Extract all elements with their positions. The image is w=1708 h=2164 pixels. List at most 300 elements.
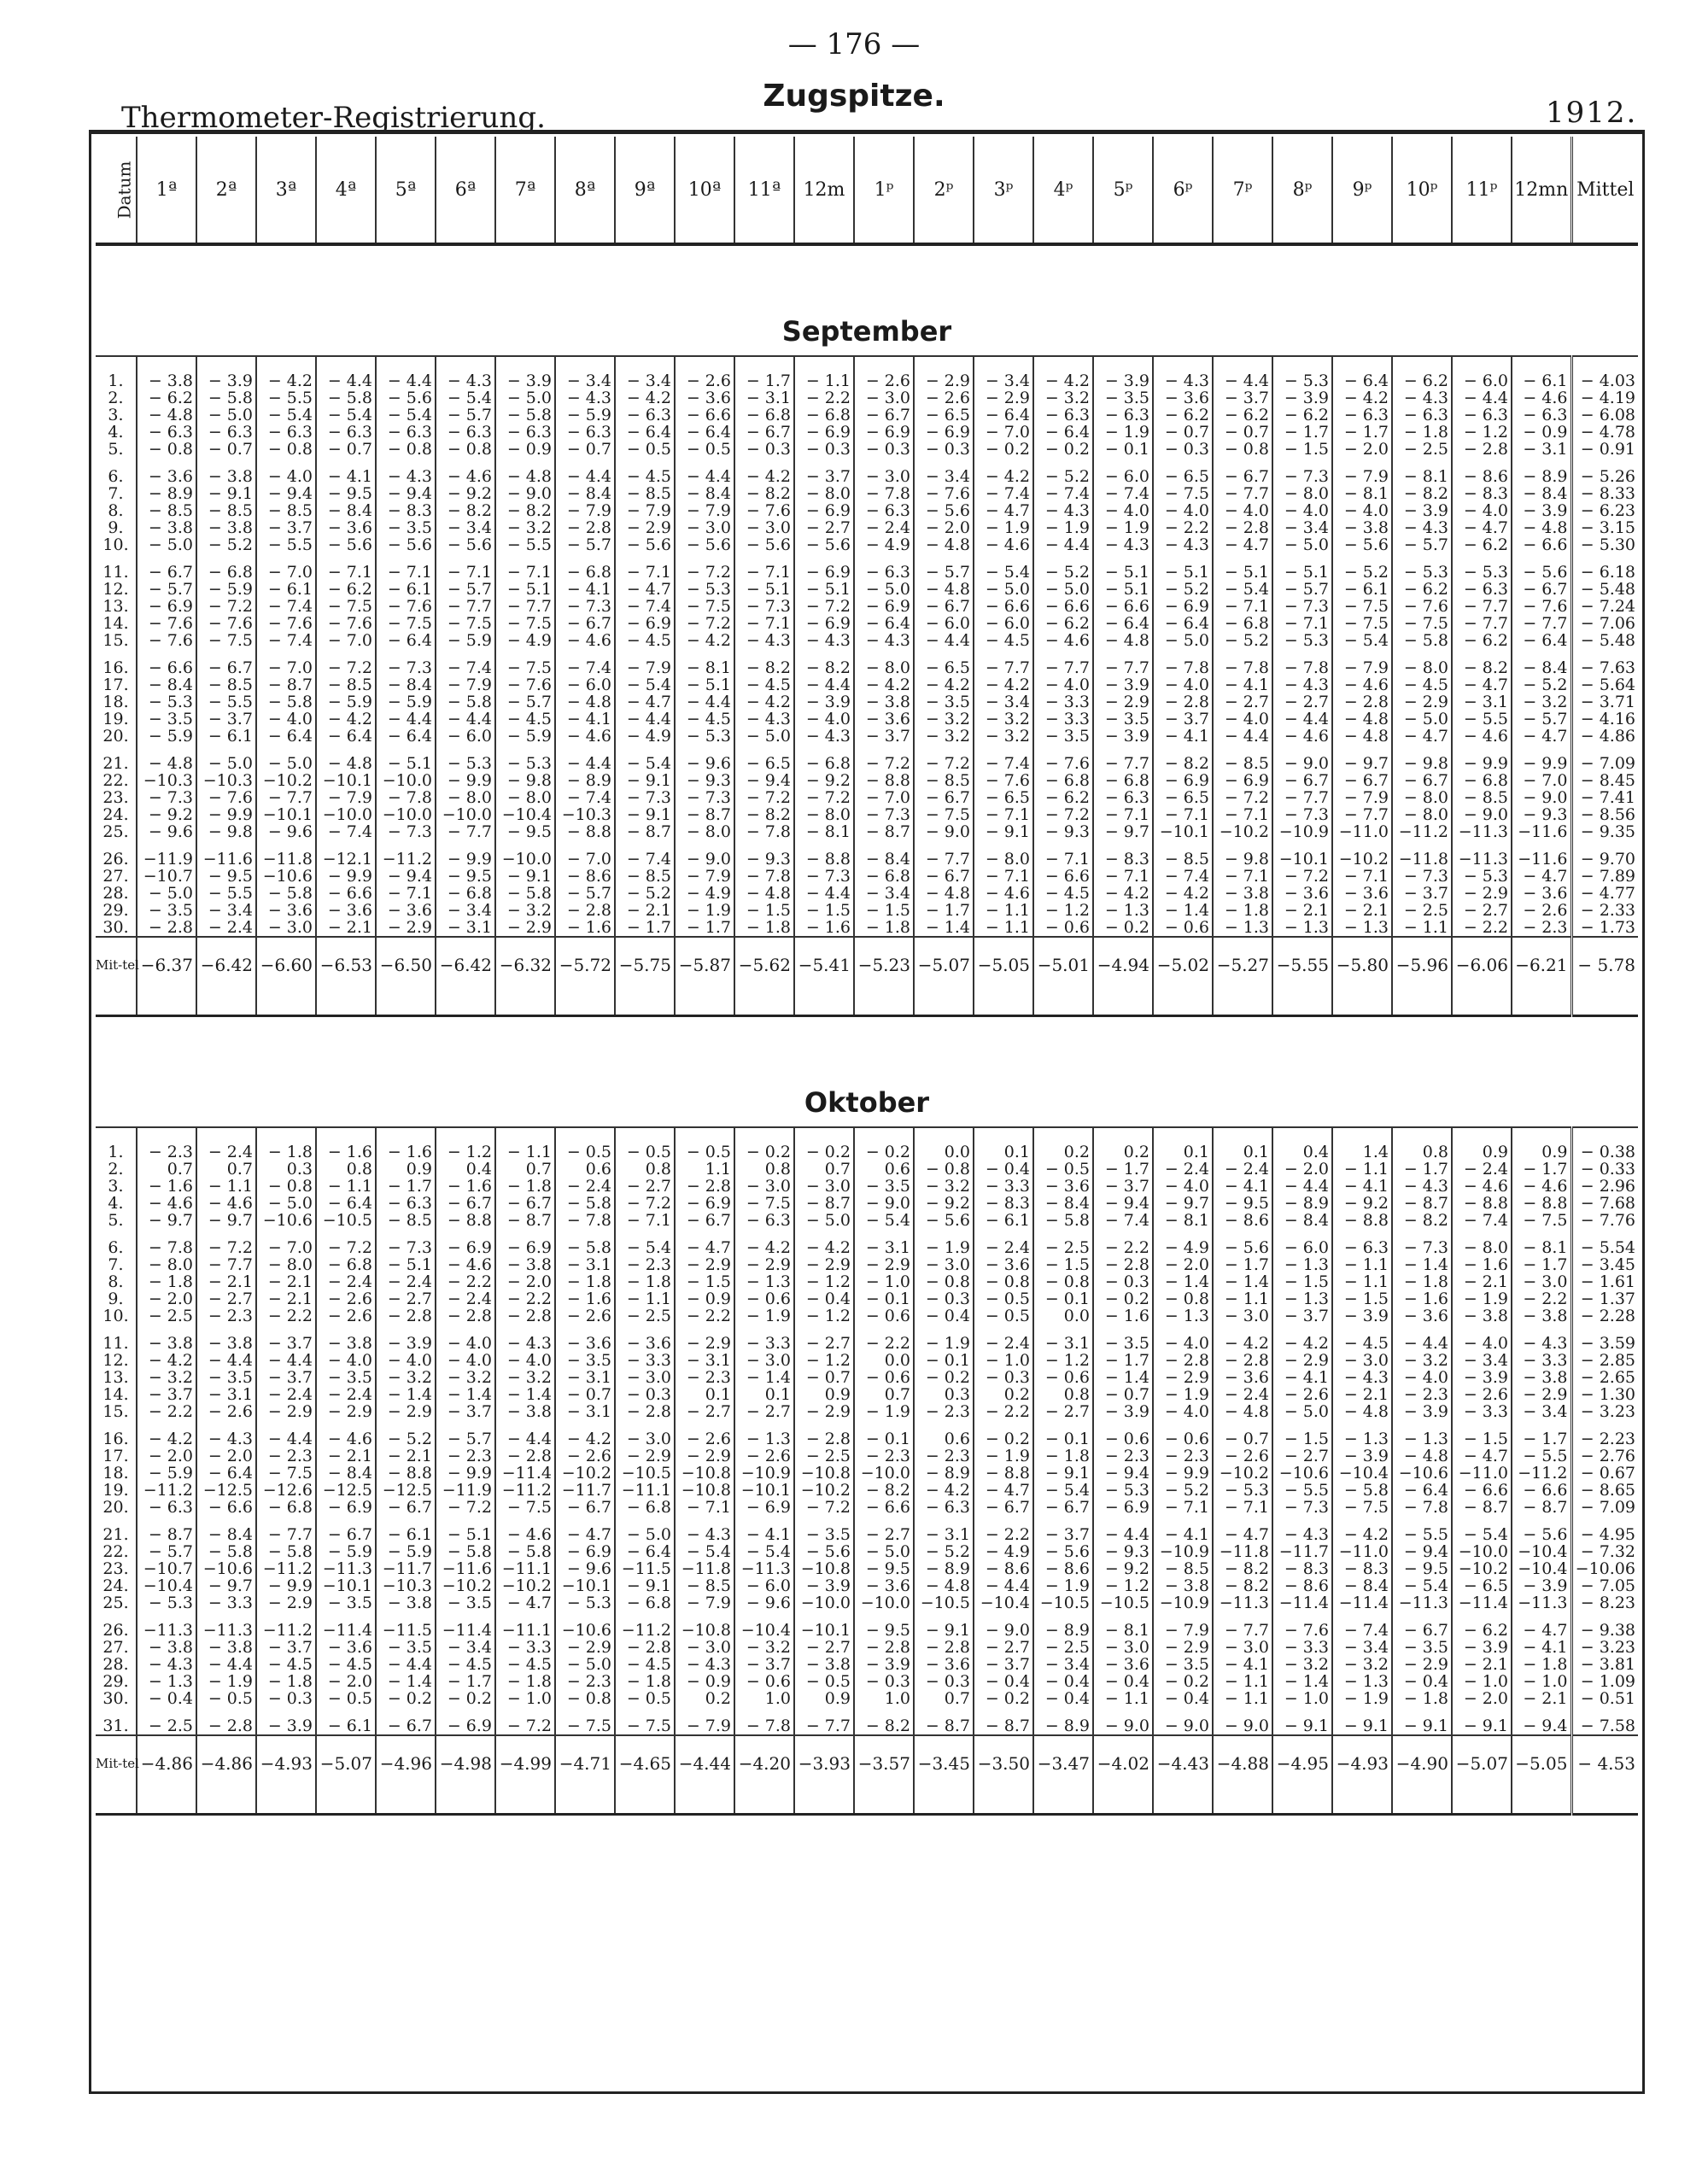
- table-row: [96, 519, 1638, 536]
- temperature-cell: − 4.3: [1392, 389, 1452, 406]
- temperature-cell: − 2.3: [914, 1448, 974, 1465]
- day-label: 9.: [108, 1289, 124, 1308]
- temperature-cell: − 6.3: [376, 1195, 436, 1212]
- temperature-cell: − 7.1: [615, 1212, 675, 1229]
- temperature-cell: − 0.9: [675, 1290, 734, 1307]
- temperature-cell: − 4.3: [794, 632, 854, 649]
- temperature-cell: − 5.8: [555, 1239, 615, 1256]
- temperature-cell: − 2.8: [794, 1430, 854, 1448]
- temperature-cell: −10.9: [1272, 823, 1332, 840]
- temperature-cell: − 4.1: [1153, 1526, 1213, 1543]
- temperature-cell: − 6.9: [675, 1195, 734, 1212]
- temperature-cell: − 7.1: [1093, 806, 1153, 823]
- temperature-cell: − 2.7: [1272, 693, 1332, 711]
- temperature-cell: − 3.8: [137, 1639, 196, 1656]
- temperature-cell: −11.6: [1512, 851, 1571, 868]
- spacer-cell: [1033, 356, 1093, 372]
- temperature-cell: − 6.8: [555, 564, 615, 581]
- temperature-cell: − 4.4: [1272, 711, 1332, 728]
- temperature-cell: 1.4: [1332, 1143, 1392, 1161]
- temperature-cell: − 1.0: [854, 1273, 914, 1290]
- section-end-cell: [1332, 1791, 1392, 1815]
- temperature-cell: − 7.9: [615, 502, 675, 519]
- temperature-cell: − 3.5: [914, 693, 974, 711]
- temperature-cell: − 8.1: [1332, 485, 1392, 502]
- temperature-cell: − 6.7: [436, 1195, 495, 1212]
- daily-mean-cell: − 5.26: [1571, 468, 1638, 485]
- temperature-cell: − 1.3: [734, 1273, 794, 1290]
- temperature-cell: − 6.4: [1392, 1482, 1452, 1499]
- temperature-cell: − 2.2: [974, 1403, 1033, 1420]
- section-end-cell: [436, 992, 495, 1016]
- temperature-cell: − 7.7: [1033, 659, 1093, 676]
- temperature-cell: − 4.2: [1153, 885, 1213, 902]
- temperature-cell: − 4.4: [1093, 1526, 1153, 1543]
- temperature-cell: − 7.3: [1272, 468, 1332, 485]
- temperature-cell: − 4.1: [1272, 1369, 1332, 1386]
- temperature-cell: − 0.2: [794, 1143, 854, 1161]
- temperature-cell: − 6.1: [196, 728, 256, 745]
- day-label: 24.: [102, 804, 129, 824]
- temperature-cell: − 5.2: [1512, 676, 1571, 693]
- temperature-cell: − 9.4: [1512, 1717, 1571, 1735]
- section-end-cell: [854, 992, 914, 1016]
- temperature-cell: −10.2: [1213, 1465, 1272, 1482]
- daily-mean-cell: − 0.51: [1571, 1690, 1638, 1707]
- temperature-cell: − 1.1: [1213, 1290, 1272, 1307]
- temperature-cell: − 7.1: [1033, 851, 1093, 868]
- temperature-cell: − 9.4: [1093, 1195, 1153, 1212]
- spacer-cell: [1332, 1127, 1392, 1143]
- table-row: [96, 789, 1638, 806]
- temperature-cell: − 7.2: [1033, 806, 1093, 823]
- section-end-cell: [675, 992, 734, 1016]
- temperature-cell: 0.9: [376, 1161, 436, 1178]
- temperature-cell: − 8.1: [1093, 1622, 1153, 1639]
- temperature-cell: − 6.7: [914, 598, 974, 615]
- table-row: [96, 676, 1638, 693]
- temperature-cell: − 6.6: [1512, 536, 1571, 553]
- temperature-cell: − 2.8: [196, 1717, 256, 1735]
- temperature-cell: −11.6: [436, 1560, 495, 1577]
- temperature-cell: − 8.8: [1512, 1195, 1571, 1212]
- temperature-cell: − 8.7: [854, 823, 914, 840]
- temperature-cell: − 8.0: [974, 851, 1033, 868]
- temperature-cell: − 6.6: [974, 598, 1033, 615]
- temperature-cell: − 5.0: [854, 581, 914, 598]
- day-label: 25.: [102, 822, 129, 841]
- temperature-cell: − 5.6: [1512, 1526, 1571, 1543]
- temperature-cell: − 2.9: [914, 372, 974, 389]
- temperature-cell: − 6.7: [316, 1526, 376, 1543]
- daily-mean-cell: − 8.23: [1571, 1594, 1638, 1611]
- temperature-cell: − 4.3: [137, 1656, 196, 1673]
- temperature-cell: − 9.7: [1093, 823, 1153, 840]
- temperature-cell: 0.7: [914, 1690, 974, 1707]
- temperature-cell: − 4.4: [376, 711, 436, 728]
- temperature-cell: − 4.2: [1332, 389, 1392, 406]
- temperature-cell: − 5.0: [615, 1526, 675, 1543]
- temperature-cell: − 9.8: [1213, 851, 1272, 868]
- temperature-cell: − 6.3: [615, 406, 675, 424]
- temperature-cell: − 6.2: [1392, 372, 1452, 389]
- temperature-cell: − 4.3: [1392, 1178, 1452, 1195]
- temperature-cell: −11.9: [436, 1482, 495, 1499]
- daily-mean-cell: − 3.59: [1571, 1335, 1638, 1352]
- temperature-cell: − 2.0: [914, 519, 974, 536]
- day-label: 19.: [102, 1480, 129, 1500]
- temperature-cell: − 3.6: [256, 902, 316, 919]
- temperature-cell: − 0.1: [1033, 1430, 1093, 1448]
- temperature-cell: − 0.2: [376, 1690, 436, 1707]
- temperature-cell: − 2.7: [196, 1290, 256, 1307]
- temperature-cell: −11.5: [376, 1622, 436, 1639]
- temperature-cell: − 5.7: [914, 564, 974, 581]
- temperature-cell: − 7.3: [1272, 806, 1332, 823]
- temperature-cell: − 1.7: [1512, 1161, 1571, 1178]
- temperature-cell: − 2.3: [615, 1256, 675, 1273]
- temperature-cell: − 9.0: [1452, 806, 1512, 823]
- temperature-cell: − 1.2: [794, 1352, 854, 1369]
- temperature-cell: − 7.5: [1332, 615, 1392, 632]
- temperature-cell: − 5.9: [555, 406, 615, 424]
- temperature-cell: − 5.0: [555, 1656, 615, 1673]
- temperature-cell: − 7.4: [1452, 1212, 1512, 1229]
- temperature-cell: −12.5: [376, 1482, 436, 1499]
- day-label: 26.: [102, 849, 129, 869]
- section-end-cell: [1571, 1791, 1638, 1815]
- temperature-cell: − 3.0: [1213, 1307, 1272, 1325]
- temperature-cell: − 8.3: [1272, 1560, 1332, 1577]
- temperature-cell: − 6.6: [1033, 598, 1093, 615]
- temperature-cell: − 7.0: [316, 632, 376, 649]
- temperature-cell: − 0.5: [794, 1673, 854, 1690]
- temperature-cell: − 7.7: [196, 1256, 256, 1273]
- temperature-cell: − 8.6: [1452, 468, 1512, 485]
- table-row: [96, 823, 1638, 840]
- temperature-cell: − 4.6: [1452, 728, 1512, 745]
- temperature-cell: − 3.2: [1512, 693, 1571, 711]
- temperature-cell: − 8.5: [1213, 755, 1272, 772]
- temperature-cell: − 1.9: [675, 902, 734, 919]
- temperature-cell: − 6.3: [196, 424, 256, 441]
- temperature-cell: − 5.2: [1033, 468, 1093, 485]
- day-label: 17.: [102, 1446, 129, 1465]
- section-end-cell: [555, 992, 615, 1016]
- temperature-cell: − 6.0: [555, 676, 615, 693]
- temperature-cell: − 5.2: [1153, 581, 1213, 598]
- table-row: [96, 1622, 1638, 1639]
- temperature-cell: − 1.9: [196, 1673, 256, 1690]
- temperature-cell: − 4.6: [1452, 1178, 1512, 1195]
- temperature-cell: − 8.8: [1452, 1195, 1512, 1212]
- temperature-cell: − 8.7: [675, 806, 734, 823]
- temperature-cell: − 6.6: [675, 406, 734, 424]
- section-end-cell: [1272, 992, 1332, 1016]
- temperature-cell: −10.0: [495, 851, 555, 868]
- hourly-mean-cell: −4.93: [1332, 1735, 1392, 1791]
- temperature-cell: − 3.7: [1213, 389, 1272, 406]
- temperature-cell: − 1.1: [1213, 1690, 1272, 1707]
- temperature-table: [96, 137, 1638, 1816]
- hourly-mean-cell: −5.96: [1392, 937, 1452, 992]
- temperature-cell: − 3.5: [854, 1178, 914, 1195]
- month-heading-row: [96, 244, 1638, 356]
- temperature-cell: − 3.6: [1272, 885, 1332, 902]
- temperature-cell: − 7.8: [1213, 659, 1272, 676]
- temperature-cell: − 2.3: [914, 1403, 974, 1420]
- temperature-cell: − 0.2: [974, 441, 1033, 458]
- temperature-cell: − 6.7: [854, 406, 914, 424]
- temperature-cell: − 7.3: [137, 789, 196, 806]
- temperature-cell: − 6.9: [734, 1499, 794, 1516]
- temperature-cell: − 9.1: [974, 823, 1033, 840]
- spacer-cell: [1571, 356, 1638, 372]
- temperature-cell: − 8.4: [1512, 659, 1571, 676]
- temperature-cell: − 2.6: [1452, 1386, 1512, 1403]
- temperature-cell: − 0.4: [137, 1690, 196, 1707]
- temperature-cell: − 6.4: [615, 1543, 675, 1560]
- temperature-cell: − 1.6: [555, 919, 615, 937]
- temperature-cell: −11.3: [1213, 1594, 1272, 1611]
- temperature-cell: − 1.9: [1033, 519, 1093, 536]
- hourly-mean-cell: −3.47: [1033, 1735, 1093, 1791]
- spacer-cell: [1272, 1127, 1332, 1143]
- temperature-cell: − 2.3: [436, 1448, 495, 1465]
- temperature-cell: − 0.4: [1392, 1673, 1452, 1690]
- section-end-cell: [1512, 992, 1571, 1016]
- temperature-cell: − 5.8: [1033, 1212, 1093, 1229]
- temperature-cell: − 7.1: [734, 564, 794, 581]
- temperature-cell: − 4.4: [615, 711, 675, 728]
- temperature-cell: − 3.4: [436, 902, 495, 919]
- day-label: 25.: [102, 1593, 129, 1612]
- header-title: Thermometer-Registrierung.: [121, 101, 546, 135]
- temperature-cell: − 9.5: [316, 485, 376, 502]
- temperature-cell: − 5.9: [316, 1543, 376, 1560]
- temperature-cell: − 3.8: [1512, 1369, 1571, 1386]
- temperature-cell: 0.7: [196, 1161, 256, 1178]
- temperature-cell: − 4.5: [316, 1656, 376, 1673]
- temperature-cell: 0.1: [1213, 1143, 1272, 1161]
- temperature-cell: − 6.5: [974, 789, 1033, 806]
- temperature-cell: − 5.9: [196, 581, 256, 598]
- temperature-cell: − 1.3: [1093, 902, 1153, 919]
- temperature-cell: − 8.4: [1512, 485, 1571, 502]
- temperature-cell: − 5.4: [615, 755, 675, 772]
- temperature-cell: − 9.4: [256, 485, 316, 502]
- temperature-cell: − 1.6: [555, 1290, 615, 1307]
- temperature-cell: −11.6: [196, 851, 256, 868]
- temperature-cell: − 6.3: [1512, 406, 1571, 424]
- daily-mean-cell: − 4.16: [1571, 711, 1638, 728]
- temperature-cell: − 9.1: [1033, 1465, 1093, 1482]
- temperature-cell: −11.3: [1512, 1594, 1571, 1611]
- table-row: [96, 1526, 1638, 1543]
- temperature-cell: − 4.3: [854, 632, 914, 649]
- temperature-cell: − 2.4: [196, 919, 256, 937]
- spacer-cell: [615, 1127, 675, 1143]
- temperature-cell: − 4.9: [1153, 1239, 1213, 1256]
- temperature-cell: −10.6: [1272, 1465, 1332, 1482]
- temperature-cell: − 5.6: [1332, 536, 1392, 553]
- temperature-cell: − 2.1: [1332, 902, 1392, 919]
- spacer-cell: [854, 356, 914, 372]
- temperature-cell: − 7.5: [1392, 615, 1452, 632]
- temperature-cell: − 6.4: [1332, 372, 1392, 389]
- hourly-mean-cell: −3.57: [854, 1735, 914, 1791]
- section-end-cell: [734, 992, 794, 1016]
- temperature-cell: − 9.5: [436, 868, 495, 885]
- temperature-cell: − 8.1: [675, 659, 734, 676]
- temperature-cell: − 1.8: [1392, 424, 1452, 441]
- temperature-cell: − 6.6: [1033, 868, 1093, 885]
- temperature-cell: − 1.0: [495, 1690, 555, 1707]
- temperature-cell: − 8.8: [794, 851, 854, 868]
- daily-mean-cell: − 4.86: [1571, 728, 1638, 745]
- temperature-cell: − 7.4: [1033, 485, 1093, 502]
- temperature-cell: − 1.4: [376, 1673, 436, 1690]
- temperature-cell: − 4.5: [495, 1656, 555, 1673]
- day-label: 27.: [102, 866, 129, 886]
- temperature-cell: − 1.1: [1332, 1256, 1392, 1273]
- temperature-cell: − 6.8: [316, 1256, 376, 1273]
- temperature-cell: − 2.9: [1452, 885, 1512, 902]
- temperature-cell: − 1.6: [376, 1143, 436, 1161]
- day-label: 10.: [102, 535, 129, 554]
- section-end-cell: [1452, 992, 1512, 1016]
- day-label: 27.: [102, 1637, 129, 1657]
- day-label: 16.: [102, 658, 129, 677]
- temperature-cell: − 4.6: [316, 1430, 376, 1448]
- temperature-cell: − 2.6: [555, 1448, 615, 1465]
- temperature-cell: − 3.7: [436, 1403, 495, 1420]
- temperature-cell: − 7.4: [1093, 485, 1153, 502]
- temperature-cell: − 3.8: [1213, 885, 1272, 902]
- temperature-cell: − 7.5: [436, 615, 495, 632]
- temperature-cell: − 4.6: [436, 468, 495, 485]
- temperature-cell: − 3.5: [137, 902, 196, 919]
- temperature-cell: − 5.4: [1332, 632, 1392, 649]
- temperature-cell: − 1.6: [436, 1178, 495, 1195]
- temperature-cell: − 6.8: [615, 1594, 675, 1611]
- temperature-cell: − 6.3: [137, 1499, 196, 1516]
- day-label: 1.: [108, 1142, 124, 1161]
- spacer-row: [96, 356, 1638, 372]
- temperature-cell: − 6.9: [1153, 598, 1213, 615]
- temperature-cell: − 4.9: [495, 632, 555, 649]
- temperature-cell: −10.4: [137, 1577, 196, 1594]
- temperature-cell: − 7.7: [1272, 789, 1332, 806]
- temperature-cell: − 3.1: [854, 1239, 914, 1256]
- temperature-cell: − 9.7: [196, 1577, 256, 1594]
- temperature-cell: − 8.2: [1213, 1560, 1272, 1577]
- temperature-cell: − 3.3: [196, 1594, 256, 1611]
- temperature-cell: − 2.2: [495, 1290, 555, 1307]
- temperature-cell: − 2.0: [137, 1290, 196, 1307]
- temperature-cell: − 4.6: [1512, 1178, 1571, 1195]
- temperature-cell: − 2.6: [316, 1307, 376, 1325]
- temperature-cell: − 4.6: [1512, 389, 1571, 406]
- temperature-cell: − 0.7: [794, 1369, 854, 1386]
- temperature-cell: − 7.1: [1213, 1499, 1272, 1516]
- temperature-cell: − 0.3: [854, 1673, 914, 1690]
- day-label: 4.: [108, 1193, 124, 1213]
- temperature-cell: − 2.1: [615, 902, 675, 919]
- temperature-cell: − 4.4: [376, 1656, 436, 1673]
- temperature-cell: − 3.4: [1332, 1639, 1392, 1656]
- temperature-cell: − 7.7: [1512, 615, 1571, 632]
- temperature-cell: − 2.9: [675, 1256, 734, 1273]
- temperature-cell: − 8.9: [914, 1560, 974, 1577]
- temperature-cell: − 7.4: [1332, 1622, 1392, 1639]
- temperature-cell: − 4.7: [1452, 1448, 1512, 1465]
- temperature-cell: − 7.6: [1272, 1622, 1332, 1639]
- table-row: [96, 755, 1638, 772]
- temperature-cell: − 8.2: [734, 485, 794, 502]
- temperature-cell: − 7.6: [495, 676, 555, 693]
- temperature-cell: − 5.4: [854, 1212, 914, 1229]
- temperature-cell: − 3.0: [675, 519, 734, 536]
- daily-mean-cell: − 1.73: [1571, 919, 1638, 937]
- temperature-cell: −10.4: [1332, 1465, 1392, 1482]
- table-row: [96, 1143, 1638, 1161]
- section-end-cell: [1392, 1791, 1452, 1815]
- temperature-cell: − 2.3: [1512, 919, 1571, 937]
- temperature-cell: − 0.2: [1093, 919, 1153, 937]
- table-row: [96, 1273, 1638, 1290]
- monthly-mean-row: [96, 937, 1638, 992]
- temperature-cell: − 9.9: [1512, 755, 1571, 772]
- temperature-cell: −10.3: [376, 1577, 436, 1594]
- temperature-cell: − 6.1: [1332, 581, 1392, 598]
- temperature-cell: −10.5: [615, 1465, 675, 1482]
- temperature-cell: − 3.2: [137, 1369, 196, 1386]
- temperature-cell: − 8.7: [615, 823, 675, 840]
- temperature-cell: − 5.3: [1452, 868, 1512, 885]
- temperature-cell: − 7.7: [495, 598, 555, 615]
- temperature-cell: − 7.7: [1213, 485, 1272, 502]
- temperature-cell: − 6.3: [495, 424, 555, 441]
- temperature-cell: − 0.5: [675, 441, 734, 458]
- daily-mean-cell: − 5.54: [1571, 1239, 1638, 1256]
- temperature-cell: − 1.4: [1272, 1673, 1332, 1690]
- temperature-cell: − 6.9: [794, 615, 854, 632]
- temperature-cell: − 6.5: [914, 406, 974, 424]
- daily-mean-cell: − 7.32: [1571, 1543, 1638, 1560]
- temperature-cell: − 1.6: [1392, 1290, 1452, 1307]
- temperature-cell: − 7.4: [555, 659, 615, 676]
- temperature-cell: − 5.2: [1332, 564, 1392, 581]
- temperature-cell: − 6.4: [854, 615, 914, 632]
- hourly-mean-cell: −6.21: [1512, 937, 1571, 992]
- spacer-cell: [1512, 1127, 1571, 1143]
- temperature-cell: − 7.6: [734, 502, 794, 519]
- day-label: 14.: [102, 1384, 129, 1404]
- temperature-cell: − 5.1: [376, 755, 436, 772]
- table-row: [96, 1430, 1638, 1448]
- temperature-cell: − 7.5: [256, 1465, 316, 1482]
- temperature-cell: − 9.6: [555, 1560, 615, 1577]
- temperature-cell: −11.2: [1512, 1465, 1571, 1482]
- day-label: 11.: [102, 1333, 129, 1353]
- temperature-cell: 0.8: [734, 1161, 794, 1178]
- temperature-cell: 0.4: [1272, 1143, 1332, 1161]
- temperature-cell: − 2.4: [1452, 1161, 1512, 1178]
- temperature-cell: − 4.4: [376, 372, 436, 389]
- temperature-cell: − 5.8: [256, 1543, 316, 1560]
- temperature-cell: − 1.4: [1093, 1369, 1153, 1386]
